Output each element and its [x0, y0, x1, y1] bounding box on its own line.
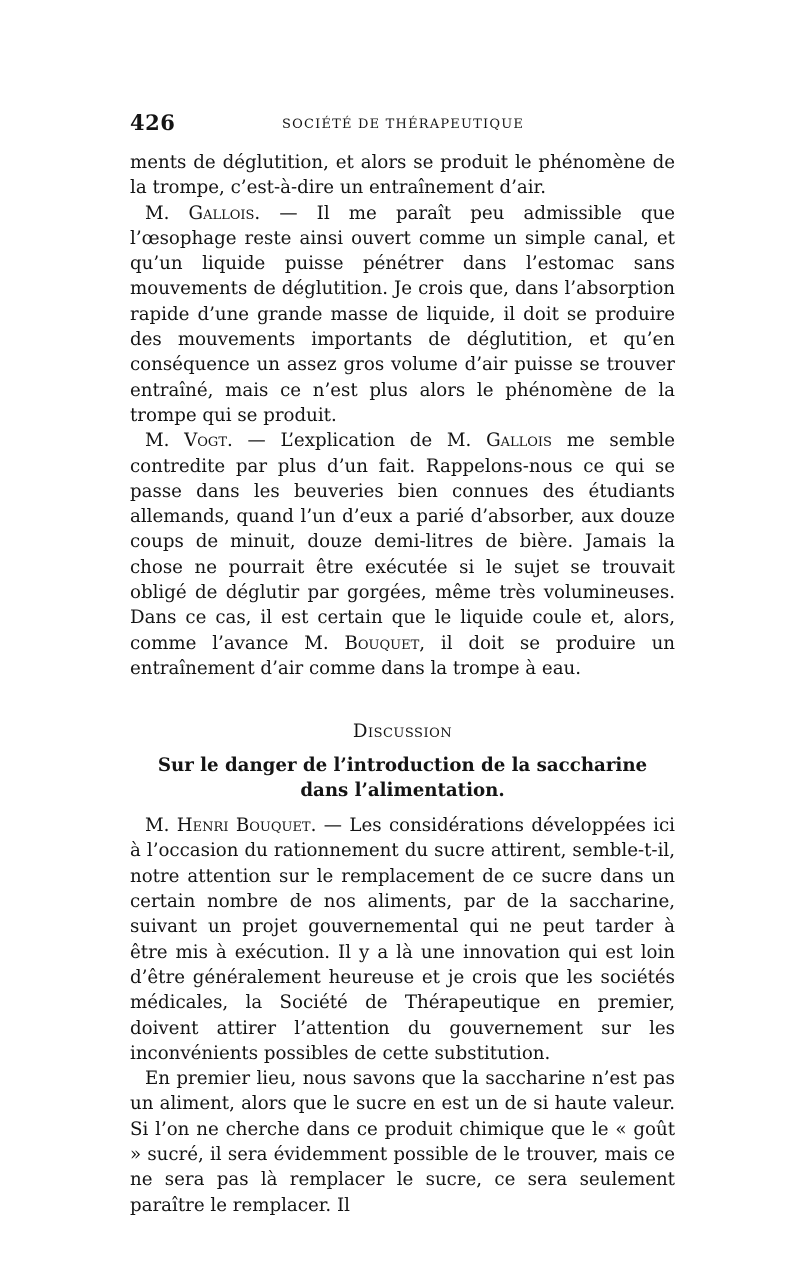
speaker-name: M. Gallois.: [145, 202, 261, 224]
running-title: SOCIÉTÉ DE THÉRAPEUTIQUE: [282, 117, 525, 132]
paragraph-vogt: [130, 428, 675, 681]
paragraph-continuation: ments de déglutition, et alors se produit le phénomène de la trompe, c’est-à-dire un entraînement d’air.: [130, 152, 675, 199]
section-title-line: dans l’alimentation.: [300, 779, 505, 801]
section-heading: Discussion: [352, 721, 453, 743]
paragraph-text: me semble contredite par plus d’un fait. Rappelons-nous ce qui se passe dans les beuveries bien connues des étudiants allemands, quand l’un d’eux a parié d’absorber, aux douze coups de minuit, douze demi-litres de bière. Jamais la chose ne pourrait être exécutée si le sujet se trouvait obligé de déglutir par gorgées, même très volumineuses. Dans ce cas, il est certain que le liquide coule et, alors, comme l’avance M.: [130, 430, 675, 654]
page-body: [130, 150, 675, 1218]
paragraph-text: , il doit se produire un entraînement d’air comme dans la trompe à eau.: [130, 632, 675, 679]
paragraph-text: — Les considérations développées ici à l’occasion du rationnement du sucre attirent, semble-t-il, notre attention sur le remplacement de ce sucre dans un certain nombre de nos aliments, par de la saccharine, suivant un projet gouvernemental qui ne peut tarder à être mis à exécution. Il y a là une innovation qui est loin d’être généralement heureuse et je crois que les sociétés médicales, la Société de Thérapeutique en premier, doivent attirer l’attention du gouvernement sur les inconvénients possibles de cette substitution.: [130, 815, 675, 1064]
section-title: [130, 753, 675, 804]
paragraph-gallois: [130, 201, 675, 429]
paragraph-saccharine: En premier lieu, nous savons que la saccharine n’est pas un aliment, alors que le sucre en est un de si haute valeur. Si l’on ne cherche dans ce produit chimique que le « goût » sucré, il sera évidemment possible de le trouver, mais ce ne sera pas là remplacer le sucre, ce sera seulement paraître le remplacer. Il: [130, 1068, 675, 1216]
page-header: [130, 110, 675, 144]
paragraph-bouquet: [130, 813, 675, 1066]
page-number: 426: [130, 110, 176, 135]
cited-name: Bouquet: [344, 632, 420, 654]
paragraph-text: — L’explication de M.: [232, 430, 487, 452]
speaker-name: M. Vogt.: [145, 430, 233, 452]
section-title-line: Sur le danger de l’introduction de la saccharine: [157, 754, 648, 776]
paragraph-text: — Il me paraît peu admissible que l’œsophage reste ainsi ouvert comme un simple canal, et qu’un liquide puisse pénétrer dans l’estomac sans mouvements de déglutition. Je crois que, dans l’absorption rapide d’une grande masse de liquide, il doit se produire des mouvements importants de déglutition, et qu’en conséquence un assez gros volume d’air puisse se trouver entraîné, mais ce n’est plus alors le phénomène de la trompe qui se produit.: [130, 202, 675, 426]
speaker-name: M. Henri Bouquet.: [145, 815, 317, 837]
cited-name: Gallois: [486, 430, 552, 452]
